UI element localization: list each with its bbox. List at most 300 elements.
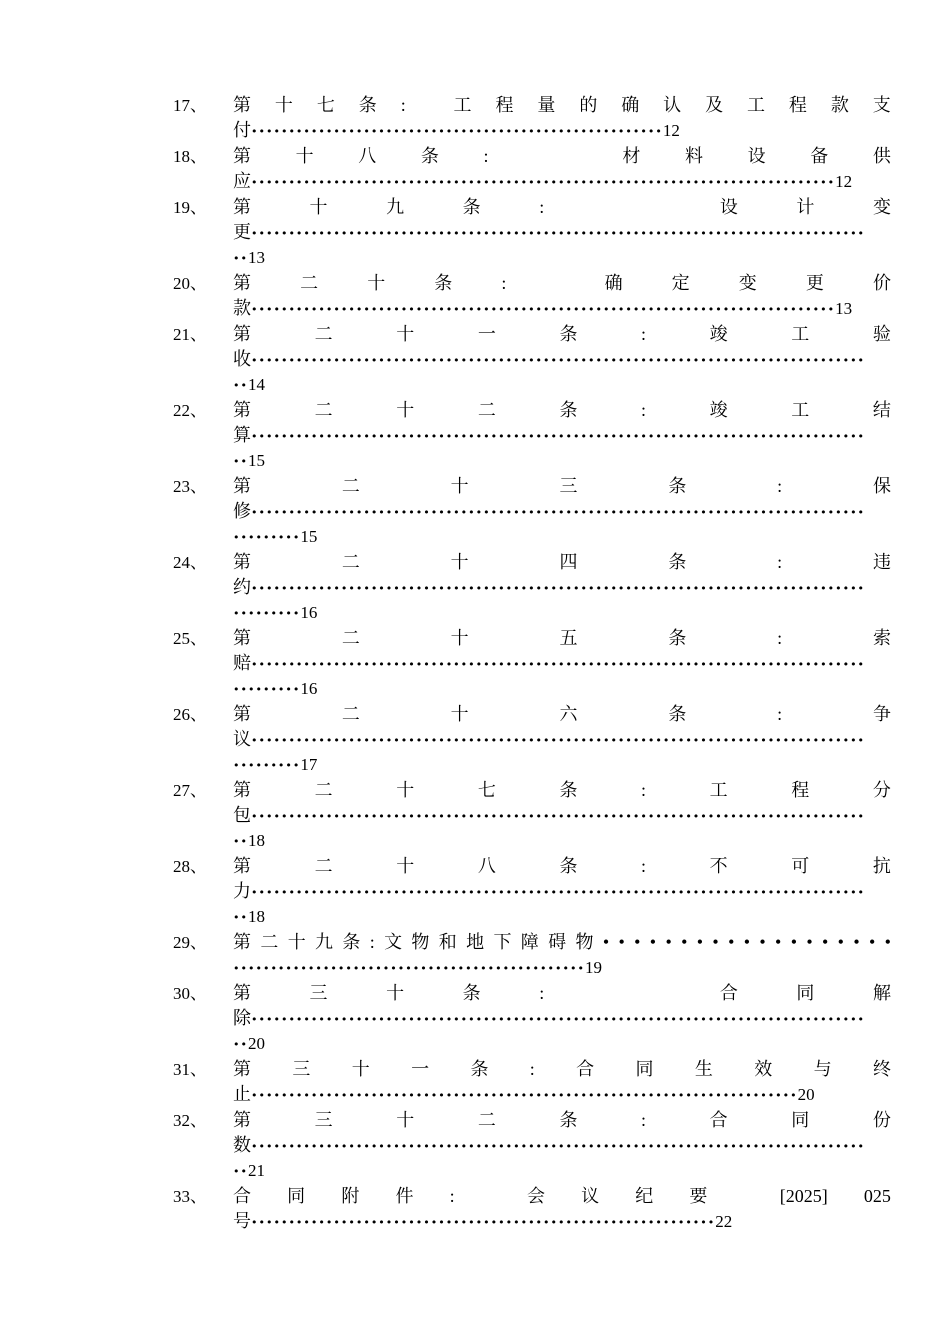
- page-number[interactable]: 19: [584, 958, 602, 977]
- dot-leader: ••••••••••••••••••••••••••••••••••••••••••••••••••••••••••••••••••••••••••••••••••: [251, 810, 866, 823]
- toc-leader-line: [233, 1133, 891, 1158]
- toc-leader-line: [233, 169, 891, 194]
- page-number[interactable]: 14: [247, 375, 265, 394]
- heading-token: :: [539, 197, 545, 217]
- toc-entry[interactable]: [173, 1107, 891, 1183]
- toc-entry-number: 19、: [173, 198, 207, 217]
- dot-leader: ••••••••••••••••••••••••••••••••••••••••••••••••••••••••••••••: [251, 1216, 716, 1229]
- page-number[interactable]: 15: [300, 527, 318, 546]
- toc-leader-line: [233, 828, 891, 853]
- toc-leader-line: [233, 1082, 891, 1107]
- heading-token: :: [777, 552, 783, 572]
- heading-token: 索: [872, 628, 891, 648]
- toc-entry[interactable]: [173, 701, 891, 777]
- heading-token: 份: [872, 1110, 891, 1130]
- toc-leader-line: [233, 600, 891, 625]
- heading-tail: 数: [233, 1135, 251, 1155]
- heading-token: •: [775, 932, 782, 952]
- heading-token: 二: [314, 400, 333, 420]
- heading-token: 八: [358, 146, 377, 166]
- heading-token: •: [790, 932, 798, 952]
- toc-entry-body: [233, 980, 891, 1056]
- toc-leader-line: [233, 879, 891, 904]
- heading-token: 二: [260, 932, 279, 952]
- toc-entry-number: 26、: [173, 705, 207, 724]
- toc-entry[interactable]: [173, 980, 891, 1056]
- heading-token: 设: [747, 146, 766, 166]
- toc-leader-line: [233, 347, 891, 372]
- heading-token: 地: [466, 932, 485, 952]
- toc-entry[interactable]: [173, 625, 891, 701]
- heading-token: 条: [462, 197, 481, 217]
- heading-token: 生: [694, 1059, 713, 1079]
- heading-token: 下: [493, 932, 512, 952]
- heading-token: 解: [872, 983, 891, 1003]
- heading-token: 更: [805, 273, 824, 293]
- dot-leader: •••••••••: [233, 683, 301, 696]
- toc-leader-line: [233, 448, 891, 473]
- heading-token: 第: [233, 476, 251, 496]
- heading-token: 条: [358, 95, 377, 115]
- heading-token: 第: [233, 780, 251, 800]
- heading-token: 合: [719, 983, 738, 1003]
- toc-entry-number: 18、: [173, 147, 207, 166]
- heading-token: 第: [233, 324, 251, 344]
- heading-token: •: [822, 932, 829, 952]
- heading-token: 和: [438, 932, 457, 952]
- heading-token: 条: [470, 1059, 489, 1079]
- page-number[interactable]: 15: [247, 451, 265, 470]
- page-number[interactable]: 17: [300, 755, 318, 774]
- heading-token: 物: [411, 932, 430, 952]
- page-number[interactable]: 18: [247, 831, 265, 850]
- heading-token: 价: [872, 273, 891, 293]
- toc-entry-body: [233, 1107, 891, 1183]
- heading-token: 工: [791, 400, 810, 420]
- toc-leader-line: [233, 575, 891, 600]
- toc-entry-body: [233, 701, 891, 777]
- heading-token: 一: [477, 324, 496, 344]
- toc-entry-body: [233, 270, 891, 321]
- heading-token: 三: [559, 476, 578, 496]
- heading-token: 025: [863, 1186, 891, 1206]
- heading-tail: 约: [233, 577, 251, 597]
- toc-leader-line: [233, 727, 891, 752]
- toc-entry[interactable]: [173, 321, 891, 397]
- toc-entry-number: 17、: [173, 96, 207, 115]
- heading-token: :: [641, 780, 647, 800]
- toc-entry-body: [233, 549, 891, 625]
- toc-entry-body: [233, 1183, 891, 1234]
- heading-token: 与: [813, 1059, 832, 1079]
- dot-leader: ••: [233, 911, 248, 924]
- heading-token: 程: [788, 95, 807, 115]
- toc-entry-heading: [233, 853, 891, 879]
- toc-entry[interactable]: [173, 1056, 891, 1107]
- heading-token: 支: [872, 95, 891, 115]
- heading-token: 二: [300, 273, 319, 293]
- heading-token: 十: [367, 273, 386, 293]
- heading-token: 第: [233, 704, 251, 724]
- dot-leader: ••••••••••••••••••••••••••••••••••••••••••••••••••••••••••••••••••••••••••••••••••: [251, 886, 866, 899]
- heading-token: 障: [520, 932, 539, 952]
- heading-token: :: [483, 146, 489, 166]
- heading-token: 九: [315, 932, 334, 952]
- heading-token: 条: [668, 552, 687, 572]
- heading-token: 十: [386, 983, 405, 1003]
- heading-token: 结: [872, 400, 891, 420]
- heading-token: 纪: [635, 1186, 654, 1206]
- toc-entry-body: [233, 853, 891, 929]
- heading-token: 第: [233, 628, 251, 648]
- dot-leader: ••: [233, 1038, 248, 1051]
- heading-token: 会: [526, 1186, 545, 1206]
- heading-token: 第: [233, 983, 251, 1003]
- heading-token: 十: [450, 628, 469, 648]
- toc-entry-heading: [233, 473, 891, 499]
- toc-entry[interactable]: [173, 143, 891, 194]
- toc-leader-line: [233, 676, 891, 701]
- heading-token: 第: [233, 1059, 251, 1079]
- heading-token: 备: [810, 146, 829, 166]
- toc-entry-body: [233, 777, 891, 853]
- heading-token: 碍: [548, 932, 567, 952]
- heading-token: 第: [233, 932, 251, 952]
- toc-entry-heading: [233, 549, 891, 575]
- heading-token: 要: [689, 1186, 708, 1206]
- heading-token: 认: [663, 95, 682, 115]
- heading-token: 工: [747, 95, 765, 115]
- dot-leader: ••••••••••••••••••••••••••••••••••••••••••••••••••••••••••••••••••••••••••••••••••: [251, 1013, 866, 1026]
- heading-token: 二: [314, 324, 333, 344]
- toc-entry-body: [233, 625, 891, 701]
- toc-leader-line: [233, 524, 891, 549]
- toc-entry[interactable]: [173, 549, 891, 625]
- toc-entry-body: [233, 397, 891, 473]
- heading-token: 一: [411, 1059, 430, 1079]
- toc-entry-number: 24、: [173, 553, 207, 572]
- toc-leader-line: [233, 372, 891, 397]
- toc-entry-heading: [233, 929, 891, 955]
- heading-token: :: [777, 628, 783, 648]
- dot-leader: ••••••••••••••••••••••••••••••••••••••••••••••••••••••••••••••••••••••••••••••••••: [251, 506, 866, 519]
- toc-leader-line: [233, 499, 891, 524]
- heading-token: 二: [314, 856, 333, 876]
- heading-token: 条: [559, 324, 578, 344]
- heading-token: 八: [477, 856, 496, 876]
- heading-token: 违: [872, 552, 891, 572]
- dot-leader: ••: [233, 835, 248, 848]
- toc-entry[interactable]: [173, 473, 891, 549]
- heading-token: 五: [559, 628, 578, 648]
- heading-token: 十: [396, 1110, 415, 1130]
- heading-token: 款: [830, 95, 849, 115]
- page-number[interactable]: 22: [715, 1212, 733, 1231]
- toc-entry[interactable]: [173, 397, 891, 473]
- toc-leader-line: [233, 220, 891, 245]
- heading-token: 抗: [872, 856, 891, 876]
- heading-tail: 更: [233, 222, 251, 242]
- heading-token: :: [777, 476, 783, 496]
- heading-token: 争: [872, 704, 891, 724]
- toc-entry-body: [233, 92, 891, 143]
- page-number[interactable]: 20: [247, 1034, 265, 1053]
- heading-token: •: [884, 932, 891, 952]
- heading-token: •: [712, 932, 719, 952]
- heading-tail: 止: [233, 1084, 251, 1104]
- dot-leader: •••••••••••••••••••••••••••••••••••••••••••••••••••••••••••••••••••••••••: [251, 1089, 798, 1102]
- dot-leader: ••••••••••••••••••••••••••••••••••••••••••••••••••••••••••••••••••••••••••••••••••: [251, 1140, 866, 1153]
- heading-token: 二: [341, 552, 360, 572]
- heading-tail: 赔: [233, 653, 251, 673]
- heading-token: 同: [791, 1110, 810, 1130]
- page-number[interactable]: 20: [797, 1085, 815, 1104]
- toc-entry-number: 28、: [173, 857, 207, 876]
- heading-token: 议: [581, 1186, 600, 1206]
- heading-token: :: [369, 932, 375, 952]
- heading-token: :: [641, 400, 647, 420]
- heading-token: 十: [450, 552, 469, 572]
- toc-entry-heading: [233, 194, 891, 220]
- heading-token: 效: [754, 1059, 773, 1079]
- toc-entry-heading: [233, 143, 891, 169]
- heading-tail: 修: [233, 501, 251, 521]
- heading-token: 合: [709, 1110, 728, 1130]
- heading-tail: 付: [233, 120, 251, 140]
- heading-token: •: [806, 932, 813, 952]
- toc-leader-line: [233, 1209, 891, 1234]
- heading-token: 程: [495, 95, 514, 115]
- heading-token: 条: [420, 146, 439, 166]
- page-number[interactable]: 13: [247, 248, 265, 267]
- heading-tail: 算: [233, 425, 251, 445]
- heading-token: 二: [314, 780, 333, 800]
- toc-leader-line: [233, 651, 891, 676]
- dot-leader: ••: [233, 1165, 248, 1178]
- heading-token: 文: [384, 932, 403, 952]
- heading-token: •: [728, 932, 735, 952]
- dot-leader: ••••••••••••••••••••••••••••••••••••••••••••••••••••••••••••••••••••••••••••••••••: [251, 582, 866, 595]
- toc-leader-line: [233, 803, 891, 828]
- toc-entry-number: 29、: [173, 933, 207, 952]
- heading-token: •: [696, 932, 704, 952]
- heading-token: 合: [576, 1059, 595, 1079]
- toc-entry-heading: [233, 625, 891, 651]
- dot-leader: ••: [233, 252, 248, 265]
- heading-token: 三: [309, 983, 328, 1003]
- toc-entry[interactable]: [173, 1183, 891, 1234]
- heading-tail: 收: [233, 349, 251, 369]
- heading-tail: 款: [233, 298, 251, 318]
- heading-token: 十: [450, 476, 469, 496]
- toc-entry-body: [233, 929, 891, 980]
- heading-token: 附: [341, 1186, 360, 1206]
- heading-token: •: [649, 932, 657, 952]
- heading-token: 十: [396, 856, 415, 876]
- page-number[interactable]: 13: [835, 299, 853, 318]
- heading-token: 条: [559, 400, 578, 420]
- heading-token: 竣: [709, 400, 728, 420]
- dot-leader: •••••••••••••••••••••••••••••••••••••••••••••••: [233, 962, 585, 975]
- toc-entry-body: [233, 1056, 891, 1107]
- heading-token: •: [665, 932, 672, 952]
- dot-leader: ••••••••••••••••••••••••••••••••••••••••••••••••••••••••••••••••••••••••••••••••••: [251, 430, 866, 443]
- heading-token: :: [529, 1059, 535, 1079]
- toc-entry[interactable]: [173, 853, 891, 929]
- heading-tail: 除: [233, 1008, 251, 1028]
- heading-token: 三: [314, 1110, 333, 1130]
- toc-entry[interactable]: [173, 777, 891, 853]
- toc-leader-line: [233, 1158, 891, 1183]
- heading-token: 定: [671, 273, 690, 293]
- heading-token: 条: [668, 476, 687, 496]
- toc-entry[interactable]: [173, 270, 891, 321]
- heading-token: •: [759, 932, 766, 952]
- heading-token: 十: [295, 146, 314, 166]
- heading-token: 十: [351, 1059, 370, 1079]
- heading-token: 不: [709, 856, 728, 876]
- toc-leader-line: [233, 245, 891, 270]
- heading-token: 同: [287, 1186, 306, 1206]
- toc-entry-number: 23、: [173, 477, 207, 496]
- heading-tail: 应: [233, 171, 251, 191]
- toc-entry[interactable]: [173, 929, 891, 980]
- heading-token: 工: [791, 324, 810, 344]
- toc-entry-heading: [233, 92, 891, 118]
- toc-entry[interactable]: [173, 194, 891, 270]
- heading-token: 条: [668, 628, 687, 648]
- toc-entry[interactable]: [173, 92, 891, 143]
- heading-token: :: [400, 95, 406, 115]
- heading-token: •: [602, 932, 610, 952]
- heading-token: 材: [622, 146, 641, 166]
- heading-token: 保: [872, 476, 891, 496]
- page-number[interactable]: 12: [835, 172, 853, 191]
- heading-token: 变: [738, 273, 757, 293]
- toc-leader-line: [233, 955, 891, 980]
- toc-leader-line: [233, 118, 891, 143]
- dot-leader: •••••••••: [233, 531, 301, 544]
- heading-token: •: [681, 932, 688, 952]
- heading-token: 七: [316, 95, 335, 115]
- heading-token: :: [641, 856, 647, 876]
- dot-leader: •••••••••••••••••••••••••••••••••••••••••••••••••••••••: [251, 125, 663, 138]
- dot-leader: ••••••••••••••••••••••••••••••••••••••••••••••••••••••••••••••••••••••••••••••••••: [251, 734, 866, 747]
- heading-token: :: [641, 324, 647, 344]
- heading-token: :: [539, 983, 545, 1003]
- toc-entry-number: 32、: [173, 1111, 207, 1130]
- heading-token: 合: [233, 1186, 251, 1206]
- heading-tail: 包: [233, 805, 251, 825]
- heading-token: 十: [274, 95, 293, 115]
- heading-token: 七: [477, 780, 496, 800]
- heading-token: 第: [233, 95, 251, 115]
- toc-leader-line: [233, 423, 891, 448]
- heading-token: 十: [309, 197, 328, 217]
- heading-token: 的: [579, 95, 598, 115]
- heading-token: 条: [559, 780, 578, 800]
- heading-token: 同: [796, 983, 815, 1003]
- heading-token: •: [743, 932, 751, 952]
- toc-leader-line: [233, 752, 891, 777]
- heading-tail: 号: [233, 1211, 251, 1231]
- heading-token: •: [618, 932, 625, 952]
- heading-token: 及: [705, 95, 724, 115]
- heading-token: 十: [287, 932, 306, 952]
- toc-leader-line: [233, 1006, 891, 1031]
- toc-entry-number: 25、: [173, 629, 207, 648]
- heading-token: 条: [668, 704, 687, 724]
- heading-tail: 议: [233, 729, 251, 749]
- heading-token: 条: [462, 983, 481, 1003]
- heading-token: 供: [872, 146, 891, 166]
- heading-token: •: [853, 932, 860, 952]
- table-of-contents: [173, 92, 891, 1234]
- heading-token: 终: [872, 1059, 891, 1079]
- heading-token: 确: [604, 273, 623, 293]
- heading-token: 第: [233, 197, 251, 217]
- heading-token: 确: [621, 95, 640, 115]
- toc-entry-heading: [233, 777, 891, 803]
- page-number[interactable]: 16: [300, 679, 318, 698]
- heading-token: 二: [477, 1110, 496, 1130]
- heading-token: 十: [396, 324, 415, 344]
- toc-entry-heading: [233, 1107, 891, 1133]
- page-number[interactable]: 16: [300, 603, 318, 622]
- heading-token: 二: [341, 628, 360, 648]
- heading-token: 条: [559, 856, 578, 876]
- heading-token: 二: [477, 400, 496, 420]
- page-number[interactable]: 21: [247, 1161, 265, 1180]
- toc-entry-number: 20、: [173, 274, 207, 293]
- toc-leader-line: [233, 1031, 891, 1056]
- heading-token: 变: [872, 197, 891, 217]
- toc-entry-heading: [233, 321, 891, 347]
- dot-leader: ••••••••••••••••••••••••••••••••••••••••••••••••••••••••••••••••••••••••••••••••••: [251, 227, 866, 240]
- heading-token: 同: [635, 1059, 654, 1079]
- heading-token: 程: [791, 780, 810, 800]
- toc-leader-line: [233, 904, 891, 929]
- heading-token: 工: [709, 780, 728, 800]
- heading-token: 二: [341, 476, 360, 496]
- heading-token: 料: [685, 146, 704, 166]
- heading-token: •: [868, 932, 876, 952]
- heading-tail: 力: [233, 881, 251, 901]
- heading-token: 物: [575, 932, 594, 952]
- heading-token: 第: [233, 856, 251, 876]
- page-number[interactable]: 12: [662, 121, 680, 140]
- toc-entry-number: 27、: [173, 781, 207, 800]
- heading-token: 竣: [709, 324, 728, 344]
- heading-token: 条: [559, 1110, 578, 1130]
- toc-entry-number: 30、: [173, 984, 207, 1003]
- heading-token: 十: [396, 780, 415, 800]
- heading-token: [2025]: [779, 1186, 828, 1206]
- heading-token: 分: [872, 780, 891, 800]
- dot-leader: ••••••••••••••••••••••••••••••••••••••••••••••••••••••••••••••••••••••••••••••: [251, 176, 836, 189]
- toc-entry-number: 31、: [173, 1060, 207, 1079]
- heading-token: 四: [559, 552, 578, 572]
- dot-leader: ••••••••••••••••••••••••••••••••••••••••••••••••••••••••••••••••••••••••••••••••••: [251, 658, 866, 671]
- heading-token: 三: [292, 1059, 311, 1079]
- page-number[interactable]: 18: [247, 907, 265, 926]
- heading-token: 九: [386, 197, 405, 217]
- toc-entry-body: [233, 321, 891, 397]
- heading-token: 第: [233, 146, 251, 166]
- dot-leader: •••••••••: [233, 607, 301, 620]
- toc-entry-number: 22、: [173, 401, 207, 420]
- dot-leader: ••••••••••••••••••••••••••••••••••••••••••••••••••••••••••••••••••••••••••••••••••: [251, 354, 866, 367]
